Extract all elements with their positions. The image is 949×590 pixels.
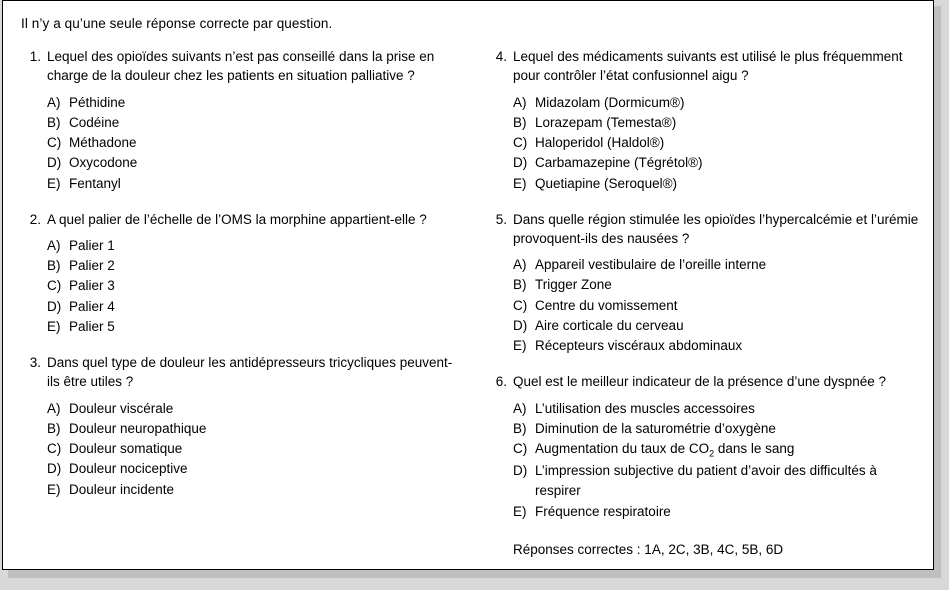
option-text: Douleur somatique	[69, 441, 183, 456]
question-text: A quel palier de l’échelle de l’OMS la morphine appartient-elle ?	[47, 211, 427, 227]
option-text: Douleur nociceptive	[69, 461, 188, 477]
left-column	[19, 47, 459, 557]
question-number: 2.	[29, 211, 41, 227]
option-item[interactable]	[485, 336, 925, 356]
option-text: Lorazepam (Temesta®)	[535, 114, 677, 130]
option-text: Aire corticale du cerveau	[535, 317, 684, 333]
option-text: L’utilisation des muscles accessoires	[535, 400, 755, 416]
option-text: Palier 1	[69, 237, 115, 253]
option-letter: E)	[47, 318, 61, 334]
option-item[interactable]	[19, 317, 459, 337]
questions-columns	[19, 47, 917, 557]
option-item[interactable]	[19, 480, 459, 500]
option-item[interactable]	[485, 461, 925, 502]
option-letter: A)	[47, 94, 61, 110]
question-block	[485, 47, 925, 194]
option-item[interactable]	[485, 255, 925, 275]
question-number: 6.	[495, 374, 507, 390]
option-letter: E)	[513, 338, 527, 354]
option-list	[19, 93, 459, 194]
option-letter: E)	[47, 481, 61, 497]
option-letter: B)	[47, 258, 61, 274]
option-item[interactable]	[19, 133, 459, 153]
question-text: Quel est le meilleur indicateur de la présence d’une dyspnée ?	[513, 374, 886, 390]
option-text: Codéine	[69, 114, 120, 130]
question-block	[485, 372, 925, 522]
option-letter: A)	[47, 400, 61, 416]
option-text: Palier 4	[69, 298, 115, 314]
question-heading	[19, 210, 459, 229]
option-text: Palier 3	[69, 278, 115, 294]
option-item[interactable]	[19, 153, 459, 173]
option-letter: E)	[513, 175, 527, 191]
option-letter: D)	[513, 317, 528, 333]
option-letter: B)	[513, 420, 527, 436]
option-letter: A)	[513, 400, 527, 416]
option-letter: C)	[513, 441, 528, 456]
option-item[interactable]	[19, 399, 459, 419]
option-letter: C)	[47, 135, 62, 151]
option-letter: D)	[513, 155, 528, 171]
option-letter: B)	[513, 277, 527, 293]
option-list	[19, 236, 459, 337]
option-text: Appareil vestibulaire de l’oreille interne	[535, 257, 767, 273]
option-text: Méthadone	[69, 135, 137, 151]
question-heading	[485, 210, 925, 248]
option-letter: C)	[513, 297, 528, 313]
question-heading	[485, 372, 925, 391]
question-text: Dans quel type de douleur les antidépresseurs tricycliques peuvent-ils être utiles ?	[47, 355, 453, 390]
option-letter: B)	[47, 114, 61, 130]
question-block	[485, 210, 925, 357]
option-letter: A)	[47, 237, 61, 253]
option-text: Carbamazepine (Tégrétol®)	[535, 155, 703, 171]
option-item[interactable]	[485, 93, 925, 113]
option-list	[485, 93, 925, 194]
option-item[interactable]	[485, 419, 925, 439]
quiz-panel	[2, 0, 934, 570]
option-item[interactable]	[485, 133, 925, 153]
option-text: Douleur incidente	[69, 481, 175, 497]
question-text: Lequel des opioïdes suivants n’est pas conseillé dans la prise en charge de la douleur chez les patients en situation palliative ?	[47, 49, 435, 84]
option-list	[485, 399, 925, 522]
question-block	[19, 47, 459, 194]
option-item[interactable]	[19, 93, 459, 113]
option-item[interactable]	[19, 256, 459, 276]
option-letter: C)	[47, 278, 62, 294]
option-item[interactable]	[485, 316, 925, 336]
question-text: Lequel des médicaments suivants est utilisé le plus fréquemment pour contrôler l’état confusionnel aigu ?	[513, 49, 903, 84]
option-text: Douleur viscérale	[69, 400, 174, 416]
option-text: Midazolam (Dormicum®)	[535, 94, 685, 110]
option-item[interactable]	[485, 275, 925, 295]
option-text: Douleur neuropathique	[69, 420, 207, 436]
question-heading	[19, 47, 459, 85]
question-block	[19, 210, 459, 337]
question-heading	[485, 47, 925, 85]
option-text: Récepteurs viscéraux abdominaux	[535, 338, 743, 354]
option-item[interactable]	[485, 174, 925, 194]
option-text: Péthidine	[69, 94, 126, 110]
option-text: Trigger Zone	[535, 277, 612, 293]
option-letter: D)	[47, 461, 62, 477]
option-letter: C)	[47, 441, 62, 456]
option-letter: B)	[513, 114, 527, 130]
question-heading	[19, 353, 459, 391]
option-letter: B)	[47, 420, 61, 436]
option-item[interactable]	[19, 276, 459, 296]
option-text: Augmentation du taux de $CO_2$ dans le sang	[535, 441, 795, 459]
question-number: 4.	[495, 49, 507, 65]
option-letter: D)	[47, 298, 62, 314]
option-text: Fentanyl	[69, 175, 121, 191]
option-item[interactable]	[485, 153, 925, 173]
option-item[interactable]	[19, 297, 459, 317]
option-letter: E)	[513, 503, 527, 519]
instructions-text: Il n’y a qu’une seule réponse correcte par question.	[21, 16, 333, 31]
question-block	[19, 353, 459, 500]
question-number: 5.	[495, 211, 507, 227]
option-text: Palier 2	[69, 258, 115, 274]
option-item[interactable]	[19, 236, 459, 256]
option-list	[19, 399, 459, 500]
option-text: Diminution de la saturométrie d’oxygène	[535, 420, 776, 436]
option-item[interactable]	[485, 502, 925, 522]
option-list	[485, 255, 925, 356]
option-text: Quetiapine (Seroquel®)	[535, 175, 678, 191]
question-text: Dans quelle région stimulée les opioïdes l’hypercalcémie et l’urémie provoquent-ils des nausées ?	[513, 211, 919, 246]
correct-answers-line: Réponses correctes : 1A, 2C, 3B, 4C, 5B, 6D	[513, 541, 784, 557]
option-letter: C)	[513, 135, 528, 151]
option-letter: A)	[513, 257, 527, 273]
option-item[interactable]	[19, 419, 459, 439]
option-text: L’impression subjective du patient d’avoir des difficultés à respirer	[535, 463, 877, 499]
option-item[interactable]	[19, 439, 459, 459]
option-item[interactable]	[485, 439, 925, 461]
option-text: Fréquence respiratoire	[535, 503, 671, 519]
option-letter: A)	[513, 94, 527, 110]
question-number: 3.	[29, 355, 41, 371]
option-item[interactable]	[19, 459, 459, 479]
option-item[interactable]	[485, 399, 925, 419]
quiz-content	[3, 1, 933, 569]
option-item[interactable]	[485, 113, 925, 133]
option-text: Oxycodone	[69, 155, 138, 171]
option-letter: D)	[47, 155, 62, 171]
option-text: Palier 5	[69, 318, 115, 334]
option-text: Centre du vomissement	[535, 297, 678, 313]
option-text: Haloperidol (Haldol®)	[535, 135, 665, 151]
right-column	[485, 47, 925, 557]
option-letter: E)	[47, 175, 61, 191]
option-letter: D)	[513, 463, 528, 479]
option-item[interactable]	[19, 174, 459, 194]
option-item[interactable]	[485, 296, 925, 316]
question-number: 1.	[29, 49, 41, 65]
option-item[interactable]	[19, 113, 459, 133]
